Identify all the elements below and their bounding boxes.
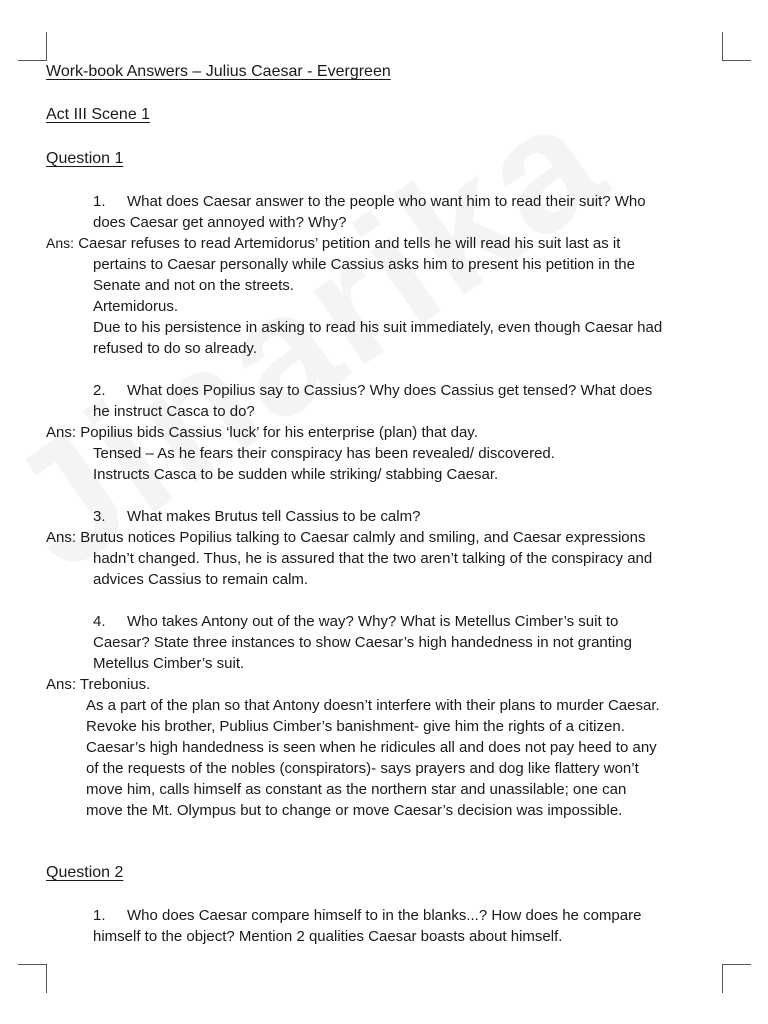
q1-1-answer-line-6: refused to do so already. [93,340,257,357]
q1-4-answer-line-6: move him, calls himself as constant as the northern star and unassilable; one can [86,781,627,798]
q1-4-answer-line-1: Ans: Trebonius. [46,676,151,693]
q1-4-number: 4. [93,613,106,630]
q1-3-answer-line-1: Ans: Brutus notices Popilius talking to Caesar calmly and smiling, and Caesar expressions [46,529,646,546]
q1-1-answer-line-4: Artemidorus. [93,298,179,315]
q1-2-answer-line-3: Instructs Casca to be sudden while striking/ stabbing Caesar. [93,466,499,483]
q1-4-answer-line-4: Caesar’s high handedness is seen when he ridicules all and does not pay heed to any [86,739,657,756]
q1-3-answer-line-3: advices Cassius to remain calm. [93,571,309,588]
q1-1-answer-line-2: pertains to Caesar personally while Cassius asks him to present his petition in the [93,256,635,273]
q1-1-answer-line-3: Senate and not on the streets. [93,277,294,294]
crop-mark-bottom-right [722,964,751,993]
q1-4-answer-line-3: Revoke his brother, Publius Cimber’s banishment- give him the rights of a citizen. [86,718,625,735]
crop-mark-bottom-left [18,964,47,993]
q1-3-answer-line-2: hadn’t changed. Thus, he is assured that the two aren’t talking of the conspiracy and [93,550,653,567]
crop-mark-top-left [18,32,47,61]
q1-1-answer-line-1: Ans: Caesar refuses to read Artemidorus’ petition and tells he will read his suit last as it [46,235,621,252]
q1-2-answer-line-2: Tensed – As he fears their conspiracy has been revealed/ discovered. [93,445,555,462]
q1-4-question-line-2: Caesar? State three instances to show Caesar’s high handedness in not granting [93,634,632,651]
ans-label: Ans: [46,424,77,441]
crop-mark-top-right [722,32,751,61]
q1-2-question-line-1: 2. What does Popilius say to Cassius? Why does Cassius get tensed? What does [93,382,653,399]
question-2-heading: Question 2 [46,864,124,881]
document-title: Work-book Answers – Julius Caesar - Evergreen [46,63,391,80]
q1-1-number: 1. [93,193,106,210]
q1-1-question-line-1: 1. What does Caesar answer to the people who want him to read their suit? Who [93,193,646,210]
question-1-heading: Question 1 [46,150,124,167]
q1-4-answer-line-7: move the Mt. Olympus but to change or move Caesar’s decision was impossible. [86,802,623,819]
q2-1-number: 1. [93,907,106,924]
q1-2-question-line-2: he instruct Casca to do? [93,403,255,420]
ans-label: Ans: [46,235,75,251]
q2-1-question-line-1: 1. Who does Caesar compare himself to in the blanks...? How does he compare [93,907,642,924]
q1-2-number: 2. [93,382,106,399]
act-heading: Act III Scene 1 [46,106,151,123]
q1-4-answer-line-5: of the requests of the nobles (conspirators)- says prayers and dog like flattery won’t [86,760,639,777]
q1-3-number: 3. [93,508,106,525]
q2-1-question-line-2: himself to the object? Mention 2 qualities Caesar boasts about himself. [93,928,563,945]
q1-4-question-line-1: 4. Who takes Antony out of the way? Why? What is Metellus Cimber’s suit to [93,613,619,630]
q1-3-question-line-1: 3. What makes Brutus tell Cassius to be calm? [93,508,421,525]
q1-2-answer-line-1: Ans: Popilius bids Cassius ‘luck’ for his enterprise (plan) that day. [46,424,478,441]
ans-label: Ans: [46,676,77,693]
q1-1-question-line-2: does Caesar get annoyed with? Why? [93,214,347,231]
q1-4-answer-line-2: As a part of the plan so that Antony doesn’t interfere with their plans to murder Caesar. [86,697,660,714]
q1-1-answer-line-5: Due to his persistence in asking to read his suit immediately, even though Caesar had [93,319,663,336]
ans-label: Ans: [46,529,77,546]
q1-4-question-line-3: Metellus Cimber’s suit. [93,655,245,672]
